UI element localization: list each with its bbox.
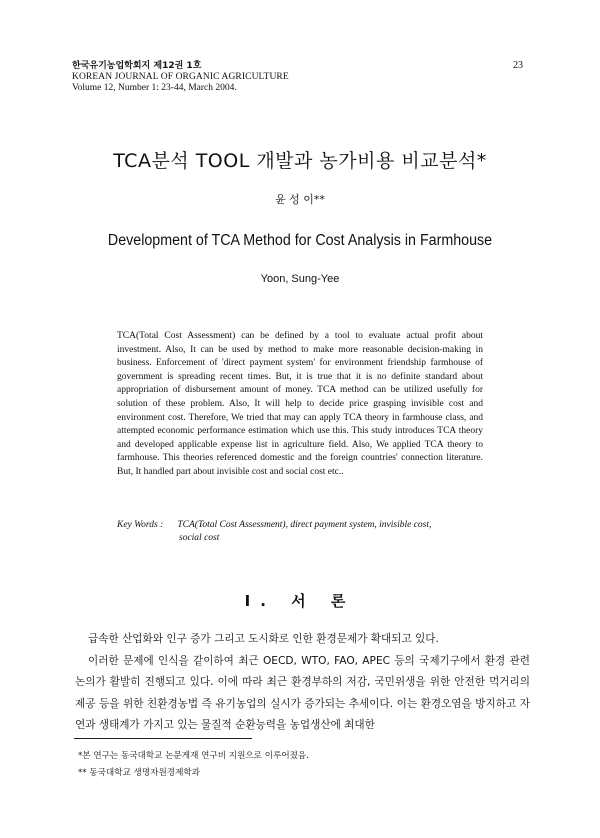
abstract [117, 330, 483, 480]
author-korean: 윤 성 이** [275, 193, 325, 206]
abstract-text: TCA(Total Cost Assessment) can be defined by a tool to evaluate actual profit about investment. Also, It can be used by method to make more reasonable decision-making in business. Enforcement of 'direct payment system' for environment friendship farmhouse of government is spreading recent times. But, it is true that it is no definite standard about appropriation of disbursement amount of money. TCA method can be utilized usefully for solution of these problem. Also, It will help to decide price grasping invisible cost and environment cost. Therefore, We tried that may can apply TCA theory in farmhouse class, and attempted economic performance estimation which use this. This study introduces TCA theory and developed applicable expense list in agriculture field. Also, We applied TCA theory to farmhouse. This theories referenced domestic and the foreign countries' connection literature. But, It handled part about invisible cost and social cost etc.. [117, 331, 483, 477]
section-heading-introduction: Ⅰ. 서 론 [244, 592, 356, 610]
body-paragraph-1: 급속한 산업화와 인구 증가 그리고 도시화로 인한 환경문제가 확대되고 있다. [88, 633, 439, 645]
body-paragraph-2: 이러한 문제에 인식을 같이하여 최근 OECD, WTO, FAO, APEC 등의 국제기구에서 환경 관련 논의가 활발히 진행되고 있다. 이에 따라 최근 환경부하의 저감, 국민위생을 위한 안전한 먹거리의 제공 등을 위한 친환경농법 즉 유기농업의 실시가 증가되는 추세이다. 이는 환경오염을 방지하고 자연과 생태계가 가지고 있는 물질적 순환능력을 농업생산에 최대한 [75, 654, 530, 731]
journal-volume-info: Volume 12, Number 1: 23-44, March 2004. [72, 83, 237, 93]
journal-name-korean: 한국유기농업학회지 제12권 1호 [72, 61, 202, 71]
page-number: 23 [513, 60, 523, 71]
paper-title-english: Development of TCA Method for Cost Analysis in Farmhouse [107, 232, 493, 249]
body-text [75, 629, 530, 737]
author-english: Yoon, Sung-Yee [260, 273, 340, 285]
keywords-line-2: social cost [179, 533, 220, 543]
keywords-label: Key Words : [117, 520, 164, 530]
keywords [117, 519, 487, 545]
paper-title-korean: TCA분석 TOOL 개발과 농가비용 비교분석* [113, 150, 487, 172]
footnote-divider [74, 738, 252, 739]
keywords-line-1: TCA(Total Cost Assessment), direct payment system, invisible cost, [177, 520, 432, 530]
footnote-1: *본 연구는 동국대학교 논문게재 연구비 지원으로 이루어졌음. [78, 751, 309, 761]
footnotes [78, 748, 309, 782]
journal-header [72, 61, 289, 94]
journal-name-english: KOREAN JOURNAL OF ORGANIC AGRICULTURE [72, 72, 289, 82]
footnote-2: ** 동국대학교 생명자원경제학과 [78, 768, 200, 778]
